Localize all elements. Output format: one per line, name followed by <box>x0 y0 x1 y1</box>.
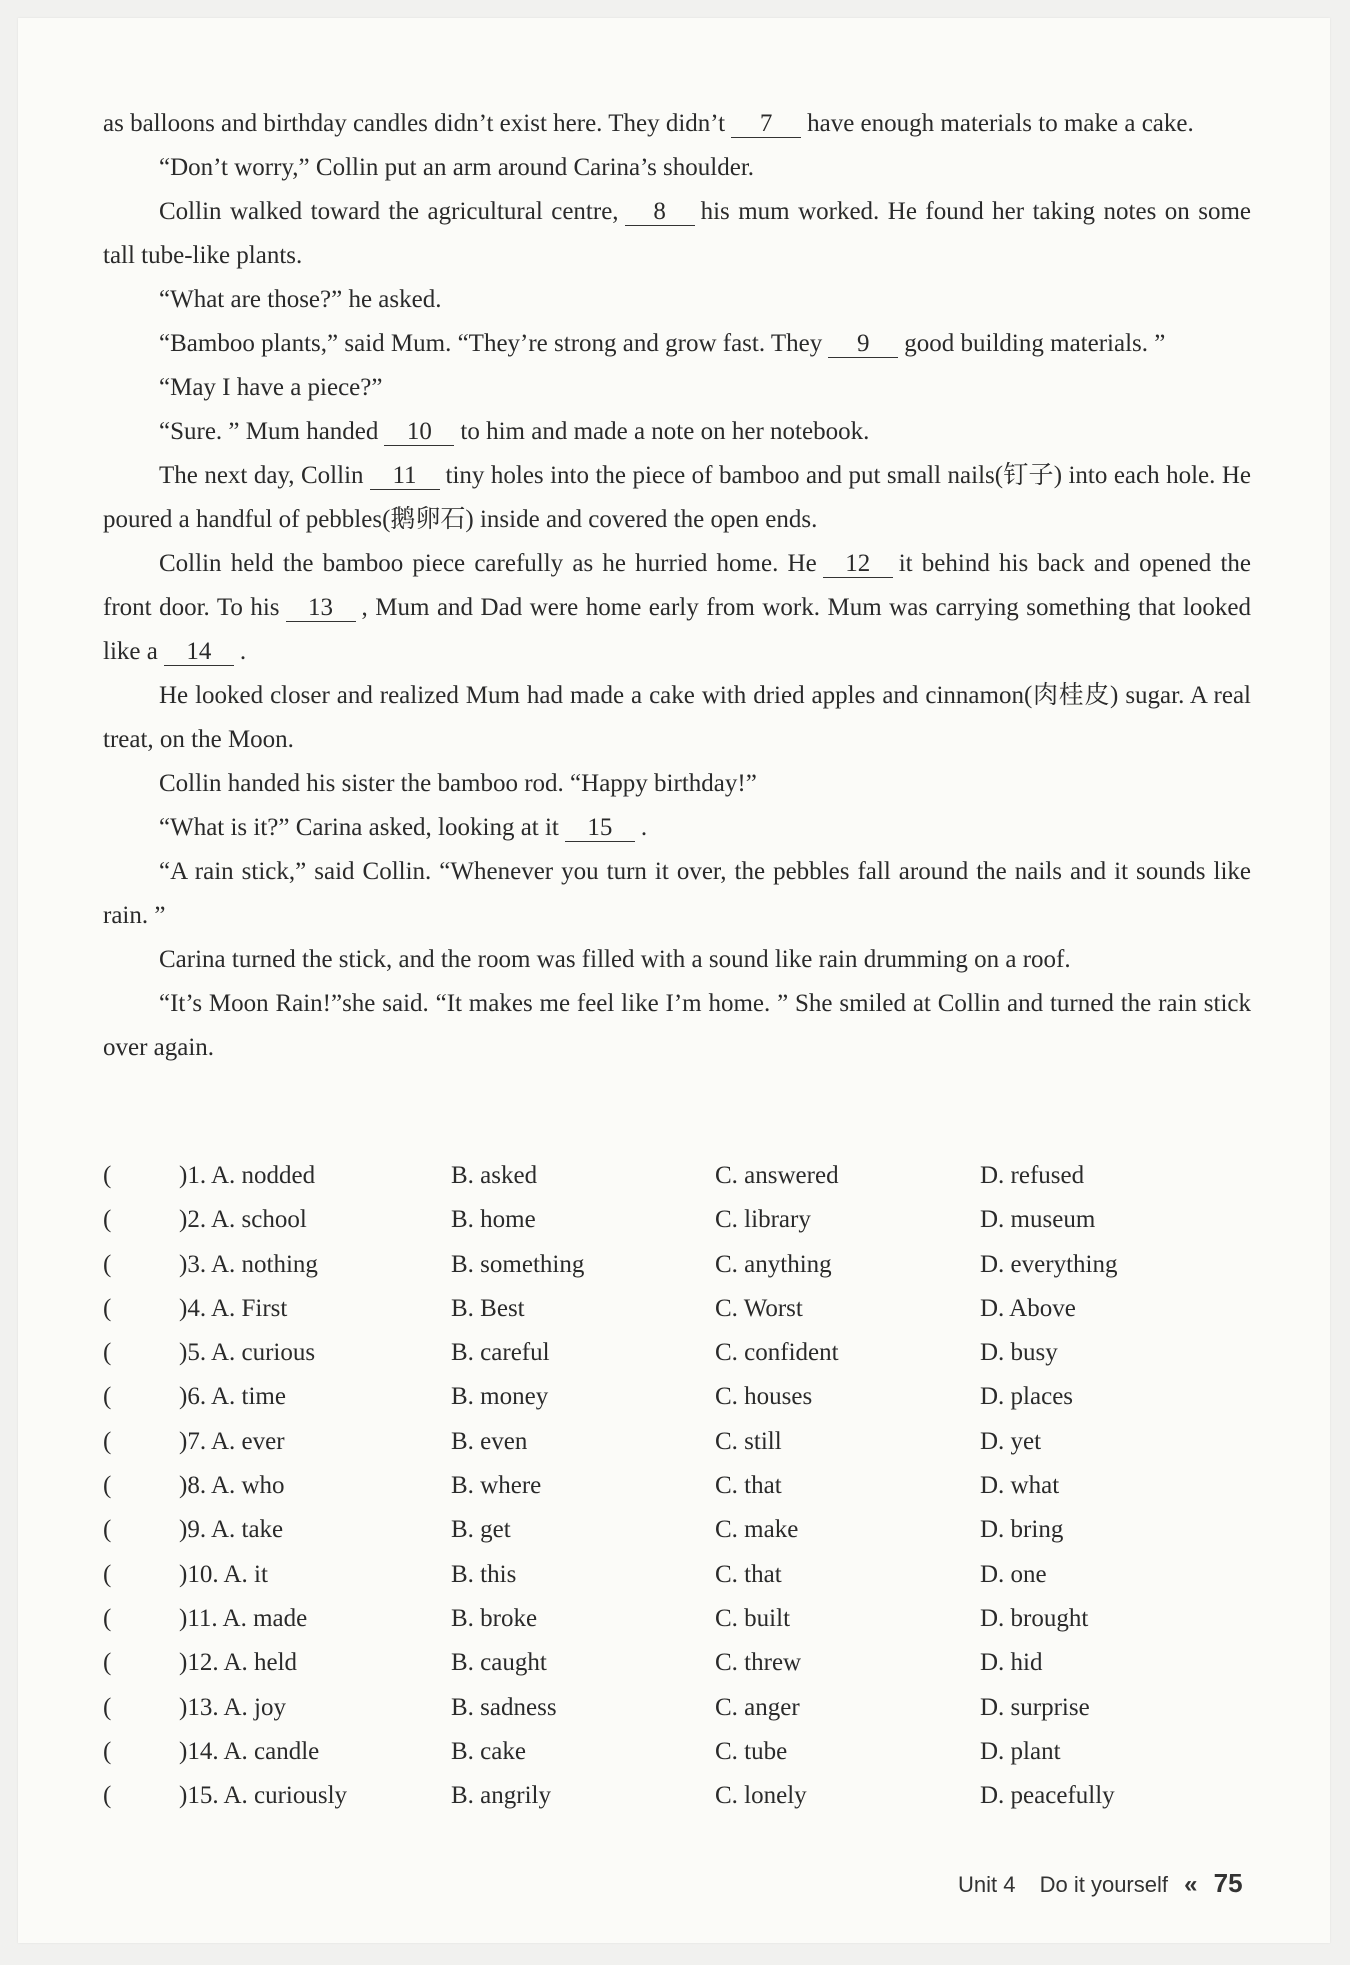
paragraph-14: Carina turned the stick, and the room was filled with a sound like rain drumming on a roof. <box>159 946 1071 973</box>
paragraph-12: “What is it?” Carina asked, looking at it 15 . <box>159 814 648 841</box>
option-c: C. tube <box>715 1737 788 1765</box>
option-a: )6. A. time <box>179 1383 286 1411</box>
blank-7: 7 <box>731 111 801 138</box>
option-d: D. one <box>980 1560 1047 1588</box>
option-a: )3. A. nothing <box>179 1250 318 1278</box>
unit-label: Unit 4 <box>958 1872 1016 1897</box>
option-a: )2. A. school <box>179 1206 307 1234</box>
option-a: )9. A. take <box>179 1516 284 1544</box>
paragraph-10: He looked closer and realized Mum had made a cake with dried apples and cinnamon(肉桂皮) sugar. A real treat, on the Moon. <box>103 682 1251 753</box>
option-d: D. busy <box>980 1339 1058 1367</box>
option-d: D. Above <box>980 1294 1076 1322</box>
option-a: )14. A. candle <box>179 1737 320 1765</box>
double-chevron-left-icon: « <box>1184 1871 1198 1898</box>
page-number: 75 <box>1213 1868 1243 1898</box>
answer-paren-open: ( <box>103 1516 112 1544</box>
option-a: )11. A. made <box>179 1604 308 1632</box>
option-c: C. answered <box>715 1162 839 1189</box>
option-a: )4. A. First <box>179 1294 288 1322</box>
answer-options <box>103 1162 1251 1826</box>
question-row <box>103 1738 1251 1782</box>
option-b: B. sadness <box>451 1693 557 1721</box>
answer-paren-open: ( <box>103 1604 112 1632</box>
question-row <box>103 1649 1251 1693</box>
question-row <box>103 1339 1251 1383</box>
answer-paren-open: ( <box>103 1693 112 1721</box>
answer-paren-open: ( <box>103 1206 112 1234</box>
option-b: B. asked <box>451 1162 538 1189</box>
page-footer <box>958 1868 1243 1899</box>
option-c: C. lonely <box>715 1782 807 1810</box>
question-row <box>103 1782 1251 1826</box>
paragraph-5: “Bamboo plants,” said Mum. “They’re strong and grow fast. They 9 good building materials. ” <box>159 330 1166 357</box>
question-row <box>103 1162 1251 1206</box>
option-b: B. angrily <box>451 1782 551 1810</box>
option-a: )7. A. ever <box>179 1427 285 1455</box>
option-d: D. surprise <box>980 1693 1090 1721</box>
blank-8: 8 <box>625 199 695 226</box>
option-b: B. get <box>451 1516 511 1544</box>
option-d: D. hid <box>980 1649 1043 1677</box>
option-b: B. cake <box>451 1737 526 1765</box>
option-d: D. bring <box>980 1516 1064 1544</box>
option-b: B. money <box>451 1383 549 1411</box>
option-c: C. threw <box>715 1649 802 1677</box>
option-c: C. that <box>715 1560 782 1588</box>
option-d: D. what <box>980 1472 1060 1500</box>
question-row <box>103 1605 1251 1649</box>
option-a: )10. A. it <box>179 1560 268 1588</box>
blank-14: 14 <box>164 639 234 666</box>
answer-paren-open: ( <box>103 1383 112 1411</box>
paragraph-11: Collin handed his sister the bamboo rod. “Happy birthday!” <box>159 770 757 797</box>
option-c: C. confident <box>715 1339 839 1367</box>
question-row <box>103 1516 1251 1560</box>
blank-12: 12 <box>823 551 893 578</box>
blank-9: 9 <box>828 331 898 358</box>
option-b: B. even <box>451 1427 528 1455</box>
question-row <box>103 1561 1251 1605</box>
option-d: D. refused <box>980 1162 1085 1189</box>
answer-paren-open: ( <box>103 1339 112 1367</box>
question-row <box>103 1251 1251 1295</box>
blank-15: 15 <box>565 815 635 842</box>
option-c: C. Worst <box>715 1294 803 1322</box>
paragraph-2: “Don’t worry,” Collin put an arm around Carina’s shoulder. <box>159 154 755 181</box>
option-d: D. places <box>980 1383 1074 1411</box>
option-b: B. careful <box>451 1339 550 1367</box>
blank-10: 10 <box>384 419 454 446</box>
option-d: D. peacefully <box>980 1782 1115 1810</box>
paragraph-1: as balloons and birthday candles didn’t exist here. They didn’t 7 have enough materials to make a cake. <box>103 110 1194 137</box>
option-b: B. where <box>451 1472 542 1500</box>
option-a: )8. A. who <box>179 1472 285 1500</box>
paragraph-9: Collin held the bamboo piece carefully as he hurried home. He 12 it behind his back and opened the front door. To his 13 , Mum and Dad were home early from work. Mum was carrying something that looked like a 14 . <box>103 550 1251 665</box>
option-b: B. this <box>451 1560 517 1588</box>
answer-paren-open: ( <box>103 1294 112 1322</box>
blank-13: 13 <box>286 595 356 622</box>
question-row <box>103 1383 1251 1427</box>
option-c: C. anger <box>715 1693 800 1721</box>
answer-paren-open: ( <box>103 1782 112 1810</box>
paragraph-6: “May I have a piece?” <box>159 374 383 401</box>
paragraph-4: “What are those?” he asked. <box>159 286 442 313</box>
option-d: D. museum <box>980 1206 1096 1234</box>
question-row <box>103 1694 1251 1738</box>
paragraph-3: Collin walked toward the agricultural centre, 8 his mum worked. He found her taking notes on some tall tube-like plants. <box>103 198 1252 269</box>
option-c: C. houses <box>715 1383 813 1411</box>
answer-paren-open: ( <box>103 1560 112 1588</box>
option-d: D. yet <box>980 1427 1042 1455</box>
answer-paren-open: ( <box>103 1649 112 1677</box>
option-d: D. plant <box>980 1737 1061 1765</box>
reading-passage <box>103 102 1251 1070</box>
question-row <box>103 1295 1251 1339</box>
option-b: B. broke <box>451 1604 538 1632</box>
question-row <box>103 1206 1251 1250</box>
option-d: D. everything <box>980 1250 1118 1278</box>
paragraph-8: The next day, Collin 11 tiny holes into the piece of bamboo and put small nails(钉子) into each hole. He poured a handful of pebbles(鹅卵石) inside and covered the open ends. <box>103 462 1251 533</box>
option-a: )12. A. held <box>179 1649 298 1677</box>
option-a: )1. A. nodded <box>179 1162 316 1189</box>
option-c: C. make <box>715 1516 799 1544</box>
answer-paren-open: ( <box>103 1737 112 1765</box>
question-row <box>103 1428 1251 1472</box>
answer-paren-open: ( <box>103 1472 112 1500</box>
worksheet-page <box>18 18 1330 1943</box>
paragraph-15: “It’s Moon Rain!”she said. “It makes me feel like I’m home. ” She smiled at Collin and turned the rain stick over again. <box>103 990 1251 1061</box>
blank-11: 11 <box>370 463 440 490</box>
option-a: )5. A. curious <box>179 1339 316 1367</box>
option-b: B. home <box>451 1206 536 1234</box>
option-b: B. Best <box>451 1294 525 1322</box>
option-b: B. caught <box>451 1649 547 1677</box>
answer-paren-open: ( <box>103 1427 112 1455</box>
option-d: D. brought <box>980 1604 1089 1632</box>
option-b: B. something <box>451 1250 585 1278</box>
option-c: C. anything <box>715 1250 832 1278</box>
unit-title: Do it yourself <box>1039 1872 1168 1897</box>
option-c: C. library <box>715 1206 811 1234</box>
option-c: C. that <box>715 1472 782 1500</box>
answer-paren-open: ( <box>103 1162 112 1189</box>
question-row <box>103 1472 1251 1516</box>
option-c: C. built <box>715 1604 791 1632</box>
option-a: )15. A. curiously <box>179 1782 348 1810</box>
option-a: )13. A. joy <box>179 1693 286 1721</box>
option-c: C. still <box>715 1427 782 1455</box>
paragraph-7: “Sure. ” Mum handed 10 to him and made a note on her notebook. <box>159 418 870 445</box>
answer-paren-open: ( <box>103 1250 112 1278</box>
paragraph-13: “A rain stick,” said Collin. “Whenever you turn it over, the pebbles fall around the nails and it sounds like rain. ” <box>103 858 1251 929</box>
